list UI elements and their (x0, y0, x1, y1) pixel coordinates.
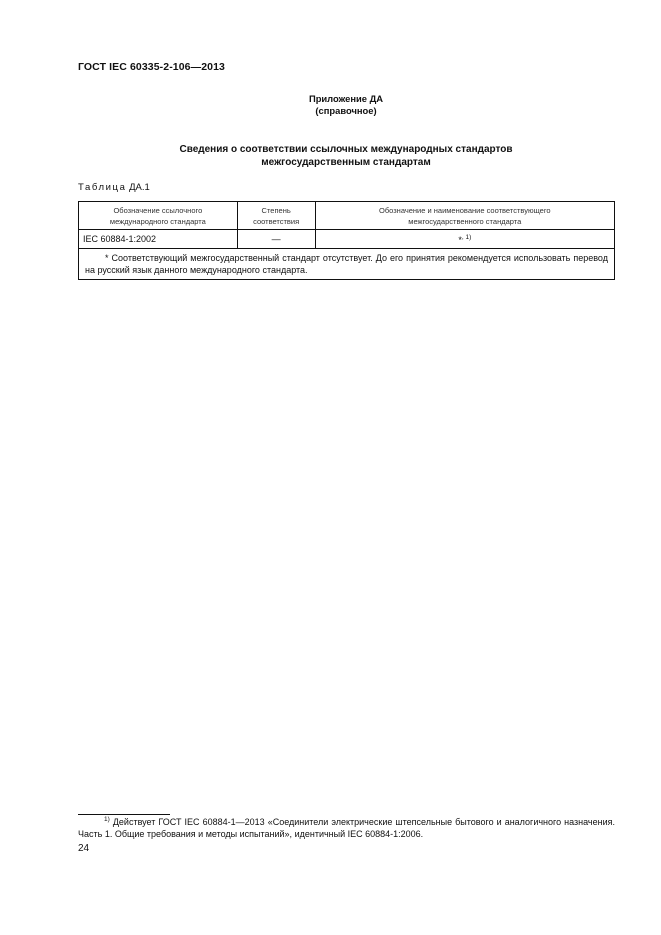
table-caption-word: Таблица (78, 182, 127, 193)
table-caption-number: ДА.1 (129, 182, 150, 193)
header-ref-line1: Обозначение ссылочного (113, 205, 203, 215)
footnote-separator (78, 814, 170, 815)
header-interstate-line2: межгосударственного стандарта (408, 216, 522, 226)
appendix-subtitle: (справочное) (315, 105, 377, 116)
standards-table (78, 201, 615, 280)
table-row (79, 230, 615, 249)
header-degree-line1: Степень (261, 205, 291, 215)
footnote (78, 816, 615, 840)
table-caption (78, 182, 150, 193)
cell-ref-standard: IEC 60884-1:2002 (79, 230, 238, 249)
header-degree-line2: соответствия (253, 216, 300, 226)
header-ref-standard (79, 202, 238, 230)
header-interstate-line1: Обозначение и наименование соответствующего (379, 205, 551, 215)
table-note-row (79, 249, 615, 280)
table-header-row (79, 202, 615, 230)
footnote-mark: 1) (104, 816, 110, 823)
header-interstate-standard (315, 202, 614, 230)
table-note (79, 249, 615, 280)
cell-std-footnote-ref: , 1) (461, 233, 472, 241)
document-header: ГОСТ IEC 60335-2-106—2013 (78, 61, 225, 73)
header-ref-line2: международного стандарта (109, 216, 206, 226)
page-number: 24 (78, 843, 90, 854)
table-note-text: * Соответствующий межгосударственный стандарт отсутствует. До его принятия рекомендуется использовать перевод на русский язык данного международного стандарта. (85, 253, 608, 275)
cell-degree: — (237, 230, 315, 249)
footnote-text: Действует ГОСТ IEC 60884-1—2013 «Соединители электрические штепсельные бытового и аналогичного назначения. Часть 1. Общие требования и методы испытаний», идентичный IEC 60884-1:2006. (78, 817, 615, 839)
section-title-line1: Сведения о соответствии ссылочных международных стандартов (179, 144, 513, 155)
header-degree (237, 202, 315, 230)
cell-interstate-standard (315, 230, 614, 249)
appendix-title: Приложение ДА (308, 93, 384, 104)
cell-std-asterisk: * (458, 234, 462, 245)
section-title-line2: межгосударственным стандартам (261, 157, 431, 168)
